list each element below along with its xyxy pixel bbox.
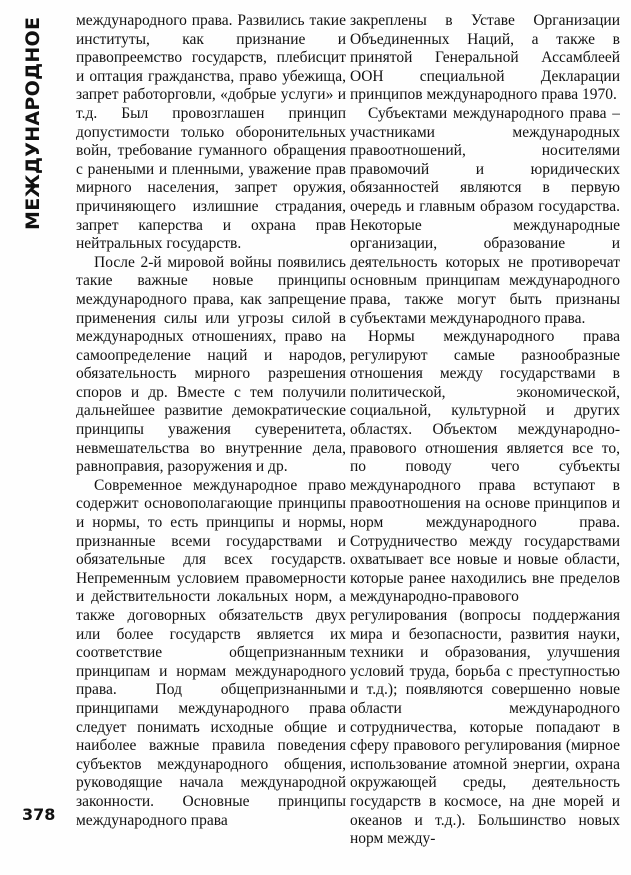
- paragraph: Современное международное право содержит основополагающие принципы и нормы, то есть принципы и нормы, признанные всеми государствами и обязательные для всех государств. Непременным условием правомерности и действительности локальных норм, а также договорных обязательств двух или более государств является их соответствие общепризнанным принципам и нормам международного права. Под общепризнанными принципами международного права следует понимать исходные общие и наиболее важные правила поведения субъектов международного общения, руководящие начала международной законности. Основные принципы международного права: [76, 476, 346, 829]
- paragraph: закреплены в Уставе Организации Объединенных Наций, а также в принятой Генеральной Ассамблеей ООН специальной Декларации принципов международного права 1970.: [350, 12, 620, 104]
- paragraph: После 2-й мировой войны появились такие важные новые принципы международного права, как запрещение применения силы или угрозы силой в международных отношениях, право на самоопределение наций и народов, обязательность мирного разрешения споров и др. Вместе с тем получили дальнейшее развитие демократические принципы уважения суверенитета, невмешательства во внутренние дела, равноправия, разоружения и др.: [76, 253, 346, 476]
- paragraph: Нормы международного права регулируют самые разнообразные отношения между государствами в политической, экономической, социальной, культурной и других областях. Объектом международно-правового отношения является все то, по поводу чего субъекты международного права вступают в правоотношения на основе принципов и норм международного права. Сотрудничество между государствами охватывает все новые и новые области, которые ранее находились вне пределов международно-правового регулирования (вопросы поддержания мира и безопасности, развития науки, техники и образования, улучшения условий труда, борьба с преступностью и т.д.); появляются совершенно новые области международного сотрудничества, которые попадают в сферу правового регулирования (мирное использование атомной энергии, охрана окружающей среды, деятельность государств в космосе, на дне морей и океанов и т.д.). Большинство новых норм между-: [350, 328, 620, 848]
- page-number: 378: [22, 805, 56, 824]
- right-column: [350, 12, 620, 852]
- paragraph: международного права. Развились такие институты, как признание и правопреемство государств, плебисцит и оптация гражданства, право убежища, запрет работорговли, «добрые услуги» и т.д. Был провозглашен принцип допустимости только оборонительных войн, требование гуманного обращения с ранеными и пленными, уважение прав мирного населения, запрет оружия, причиняющего излишние страдания, запрет каперства и охрана прав нейтральных государств.: [76, 12, 346, 253]
- paragraph: Субъектами международного права – участниками международных правоотношений, носителями правомочий и юридических обязанностей являются в первую очередь и главным образом государства. Некоторые международные организации, образование и деятельность которых не противоречат основным принципам международного права, также могут быть признаны субъектами международного права.: [350, 104, 620, 327]
- left-column: [76, 12, 346, 852]
- section-title: МЕЖДУНАРОДНОЕ: [22, 16, 44, 230]
